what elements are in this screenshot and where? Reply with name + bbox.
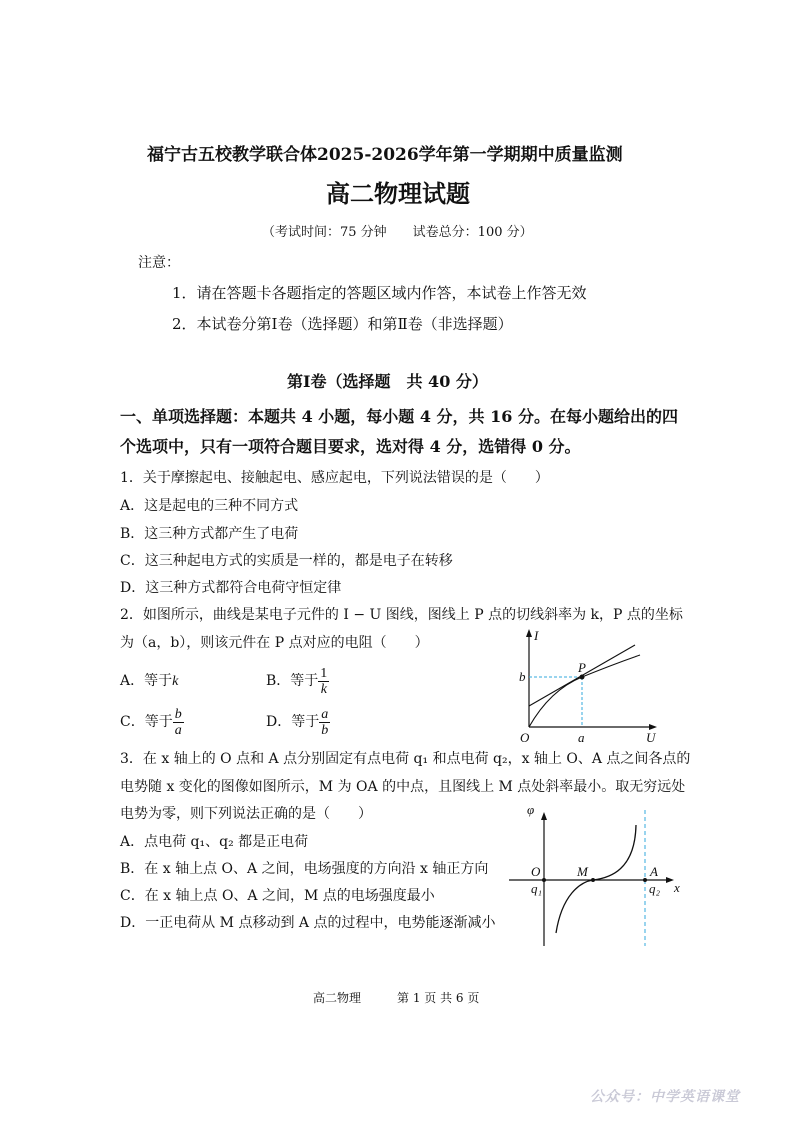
- svg-text:x: x: [674, 880, 680, 895]
- svg-text:φ: φ: [527, 802, 535, 817]
- iu-graph: [500, 620, 670, 750]
- q2-stem: 为（a，b），则该元件在 P 点对应的电阻（ ）: [120, 635, 429, 651]
- svg-text:I: I: [534, 628, 539, 643]
- svg-text:q₁: q₁: [531, 881, 543, 896]
- potential-graph: [500, 800, 690, 960]
- exam-title: 福宁古五校教学联合体2025-2026学年第一学期期中质量监测: [147, 145, 623, 165]
- note-item: 2．本试卷分第Ⅰ卷（选择题）和第Ⅱ卷（非选择题）: [172, 315, 513, 333]
- exam-info: （考试时间：75 分钟 试卷总分：100 分）: [262, 225, 533, 240]
- note-item: 1．请在答题卡各题指定的答题区域内作答，本试卷上作答无效: [172, 284, 587, 302]
- svg-text:A: A: [650, 864, 658, 879]
- q2-option-a: A．等于k: [120, 673, 179, 689]
- svg-text:U: U: [646, 730, 656, 745]
- svg-text:b: b: [519, 669, 526, 684]
- q1-option-a: A．这是起电的三种不同方式: [120, 498, 299, 514]
- q3-option-b: B．在 x 轴上点 O、A 之间，电场强度的方向沿 x 轴正方向: [120, 861, 489, 877]
- q1-option-c: C．这三种起电方式的实质是一样的，都是电子在转移: [120, 553, 453, 569]
- svg-text:P: P: [578, 660, 586, 675]
- q1-option-b: B．这三种方式都产生了电荷: [120, 526, 299, 542]
- q3-stem: 3．在 x 轴上的 O 点和 A 点分别固定有点电荷 q₁ 和点电荷 q₂，x 轴上 O、A 点之间各点的: [120, 751, 691, 767]
- section-title: 第Ⅰ卷（选择题 共 40 分）: [287, 372, 488, 391]
- q3-option-d: D．一正电荷从 M 点移动到 A 点的过程中，电势能逐渐减小: [120, 915, 496, 931]
- svg-text:a: a: [578, 730, 585, 745]
- q2-stem: 2．如图所示，曲线是某电子元件的 I − U 图线，图线上 P 点的切线斜率为 k，P 点的坐标: [120, 607, 683, 623]
- page-footer: 高二物理 第 1 页 共 6 页: [313, 991, 480, 1005]
- subject-title: 高二物理试题: [326, 179, 470, 208]
- watermark: 公众号：中学英语课堂: [590, 1089, 740, 1105]
- q2-option-b: B．等于 $\frac{1}{k}$: [266, 665, 328, 697]
- section-instructions: 一、单项选择题：本题共 4 小题，每小题 4 分，共 16 分。在每小题给出的四: [120, 407, 678, 426]
- notes-label: 注意：: [138, 255, 180, 271]
- q2-option-d: D．等于 $\frac{a}{b}$: [266, 706, 329, 738]
- section-instructions: 个选项中，只有一项符合题目要求，选对得 4 分，选错得 0 分。: [120, 437, 581, 456]
- q1-stem: 1．关于摩擦起电、接触起电、感应起电，下列说法错误的是（ ）: [120, 470, 549, 486]
- q1-option-d: D．这三种方式都符合电荷守恒定律: [120, 580, 342, 596]
- q2-option-c: C．等于 $\frac{b}{a}$: [120, 706, 182, 738]
- q3-stem: 电势为零，则下列说法正确的是（ ）: [120, 806, 372, 822]
- svg-text:q₂: q₂: [649, 881, 661, 896]
- svg-text:M: M: [577, 864, 588, 879]
- q3-stem: 电势随 x 变化的图像如图所示，M 为 OA 的中点，且图线上 M 点处斜率最小。取无穷远处: [120, 779, 686, 795]
- svg-text:O: O: [520, 730, 530, 745]
- q3-option-c: C．在 x 轴上点 O、A 之间，M 点的电场强度最小: [120, 888, 435, 904]
- svg-text:O: O: [531, 864, 541, 879]
- q3-option-a: A．点电荷 q₁、q₂ 都是正电荷: [120, 834, 309, 850]
